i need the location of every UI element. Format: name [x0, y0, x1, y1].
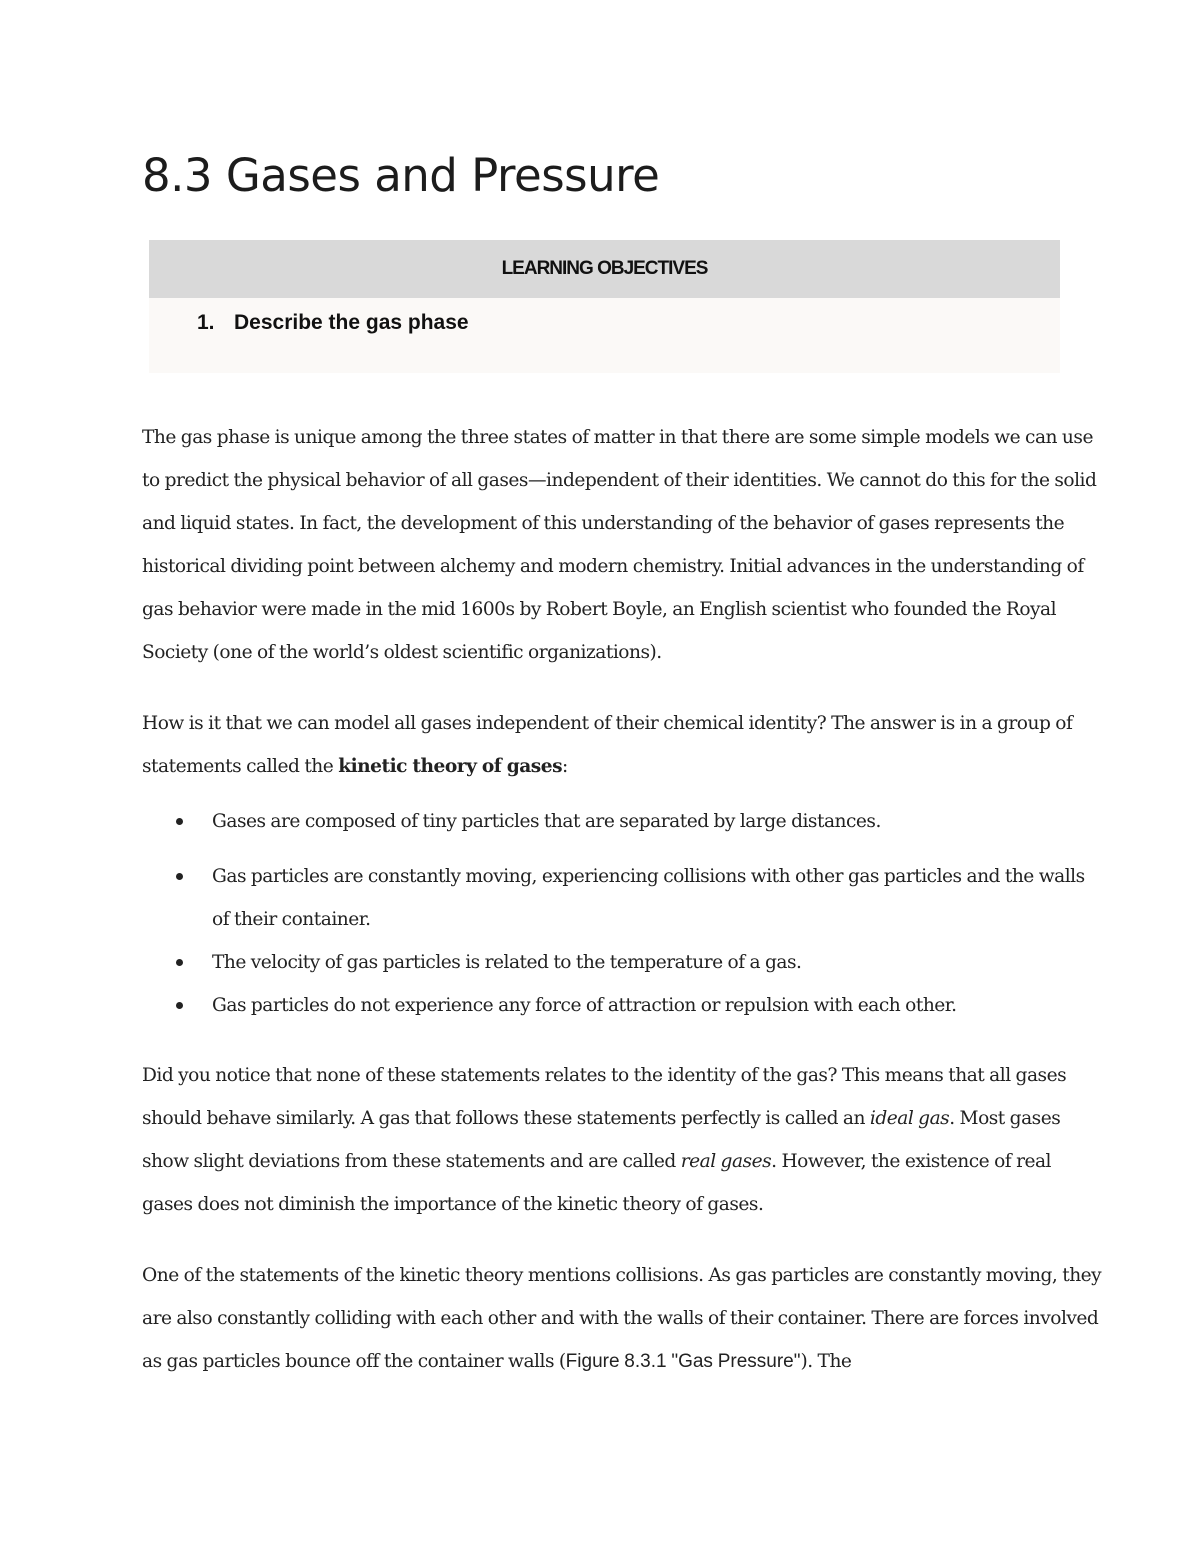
kinetic-theory-list — [142, 800, 1102, 1027]
learning-objective-text: Describe the gas phase — [234, 311, 469, 334]
ideal-gas-term: ideal gas — [869, 1108, 950, 1129]
paragraph-kinetic-theory — [142, 702, 1102, 788]
learning-objectives-body — [149, 298, 1060, 373]
learning-objective-item — [197, 310, 469, 336]
list-item: Gas particles do not experience any force of attraction or repulsion with each other. — [142, 984, 1102, 1027]
paragraph-ideal-gas — [142, 1054, 1102, 1226]
paragraph-text: . Most gases show slight deviations from these statements and are called — [142, 1108, 1061, 1172]
list-item: Gas particles are constantly moving, experiencing collisions with other gas particles and the walls of their container. — [142, 855, 1102, 941]
learning-objectives-header: LEARNING OBJECTIVES — [149, 240, 1060, 298]
paragraph-text: ). The — [800, 1351, 852, 1372]
paragraph-text: . However, the existence of real gases does not diminish the importance of the kinetic theory of gases. — [142, 1151, 1051, 1215]
paragraph-text: Did you notice that none of these statements relates to the identity of the gas? This means that all gases should behave similarly. A gas that follows these statements perfectly is called an — [142, 1065, 1067, 1129]
paragraph-intro: The gas phase is unique among the three states of matter in that there are some simple models we can use to predict the physical behavior of all gases—independent of their identities. We cannot do this for the solid and liquid states. In fact, the development of this understanding of the behavior of gases represents the historical dividing point between alchemy and modern chemistry. Initial advances in the understanding of gas behavior were made in the mid 1600s by Robert Boyle, an English scientist who founded the Royal Society (one of the world’s oldest scientific organizations). — [142, 427, 1097, 663]
list-item: The velocity of gas particles is related to the temperature of a gas. — [142, 941, 1102, 984]
learning-objective-number: 1. — [197, 311, 215, 334]
figure-reference-link[interactable]: Figure 8.3.1 "Gas Pressure" — [565, 1351, 801, 1372]
paragraph-text: How is it that we can model all gases independent of their chemical identity? The answer is in a group of statements called the — [142, 713, 1073, 777]
list-item: Gases are composed of tiny particles that are separated by large distances. — [142, 800, 1102, 843]
paragraph-collisions — [142, 1254, 1102, 1383]
page-title: 8.3 Gases and Pressure — [142, 149, 660, 202]
paragraph-text: One of the statements of the kinetic theory mentions collisions. As gas particles are constantly moving, they are also constantly colliding with each other and with the walls of their container. There are forces involved as gas particles bounce off the container walls ( — [142, 1265, 1102, 1372]
kinetic-theory-term: kinetic theory of gases — [338, 756, 563, 777]
real-gases-term: real gases — [680, 1151, 772, 1172]
learning-objectives-box — [149, 240, 1060, 373]
paragraph-text: : — [562, 756, 568, 777]
